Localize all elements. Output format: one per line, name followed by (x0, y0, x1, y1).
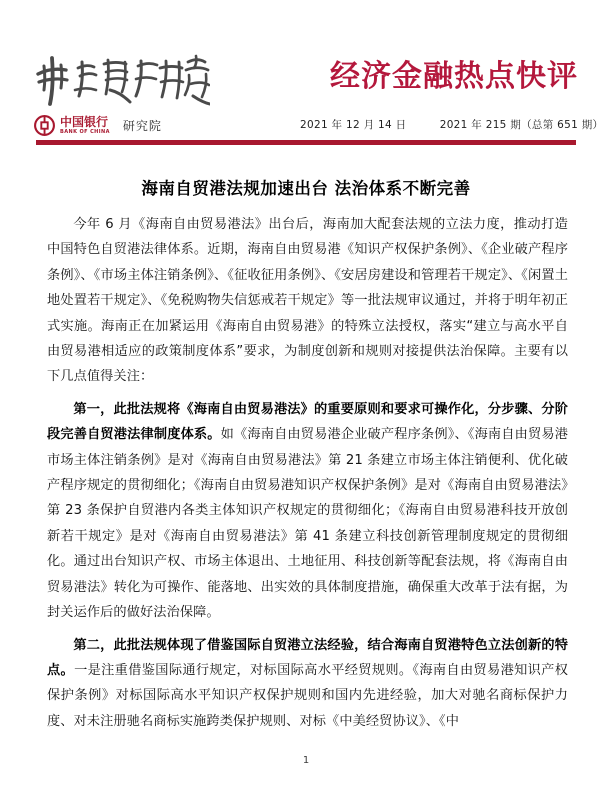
masthead (0, 0, 612, 160)
bank-wordmark (60, 116, 110, 135)
paragraph-1-text: 今年 6 月《海南自由贸易港法》出台后，海南加大配套法规的立法力度，推动打造中国特色自贸港法律体系。近期，海南自由贸易港《知识产权保护条例》、《企业破产程序条例》、《市场主体注销条例》、《征收征用条例》、《安居房建设和管理若干规定》、《闲置土地处置若干规定》、《免税购物失信惩戒若干规定》等一批法规审议通过，并将于明年初正式实施。海南正在加紧运用《海南自由贸易港》的特殊立法授权，落实“建立与高水平自由贸易港相适应的政策制度体系”要求，为制度创新和规则对接提供法治保障。主要有以下几点值得关注： (47, 217, 568, 385)
page-number: 1 (302, 755, 310, 766)
paragraph-2 (47, 397, 568, 626)
publication-title: 经济金融热点快评 (330, 59, 578, 94)
bank-name-cn: 中国银行 (60, 114, 109, 129)
paragraph-3 (47, 633, 568, 735)
paragraph-2-lead: 第一，此批法规将《海南自由贸易港法》的重要原则和要求可操作化，分步骤、分阶段完善自贸港法律制度体系。 (47, 401, 568, 443)
masthead-divider (36, 140, 576, 145)
brand-calligraphy-icon (30, 52, 210, 110)
issue-info (300, 117, 603, 132)
issue-number: 2021 年 215 期（总第 651 期） (439, 119, 604, 131)
paragraph-3-lead: 第二，此批法规体现了借鉴国际自贸港立法经验，结合海南自贸港特色立法创新的特点。 (47, 637, 568, 678)
article-body (47, 212, 568, 734)
bank-logo-row (34, 112, 162, 138)
brand-calligraphy-logo (30, 52, 210, 110)
paragraph-2-text: 如《海南自由贸易港企业破产程序条例》、《海南自由贸易港市场主体注销条例》是对《海南自由贸易港法》第 21 条建立市场主体注销便利、优化破产程序规定的贯彻细化；《海南自由贸易港知识产权保护条例》是对《海南自由贸易港法》第 23 条保护自贸港内各类主体知识产权规定的贯彻细化；《海南自由贸易港科技开放创新若干规定》是对《海南自由贸易港法》第 41 条建立科技创新管理制度规定的贯彻细化。通过出台知识产权、市场主体退出、土地征用、科技创新等配套法规，将《海南自由贸易港法》转化为可操作、能落地、出实效的具体制度措施，确保重大改革于法有据，为封关运作后的做好法治保障。 (47, 427, 568, 621)
bank-of-china-logo-icon (34, 115, 55, 136)
paragraph-3-text: 一是注重借鉴国际通行规定，对标国际高水平经贸规则。《海南自由贸易港知识产权保护条例》对标国际高水平知识产权保护规则和国内先进经验，加大对驰名商标保护力度、对未注册驰名商标实施跨类保护规则、对标《中美经贸协议》、《中 (47, 662, 568, 729)
institute-name: 研究院 (122, 118, 162, 133)
article-title: 海南自贸港法规加速出台 法治体系不断完善 (141, 179, 471, 198)
bank-name-en: BANK OF CHINA (60, 128, 110, 135)
publication-date: 2021 年 12 月 14 日 (300, 119, 407, 131)
paragraph-1 (47, 212, 568, 390)
